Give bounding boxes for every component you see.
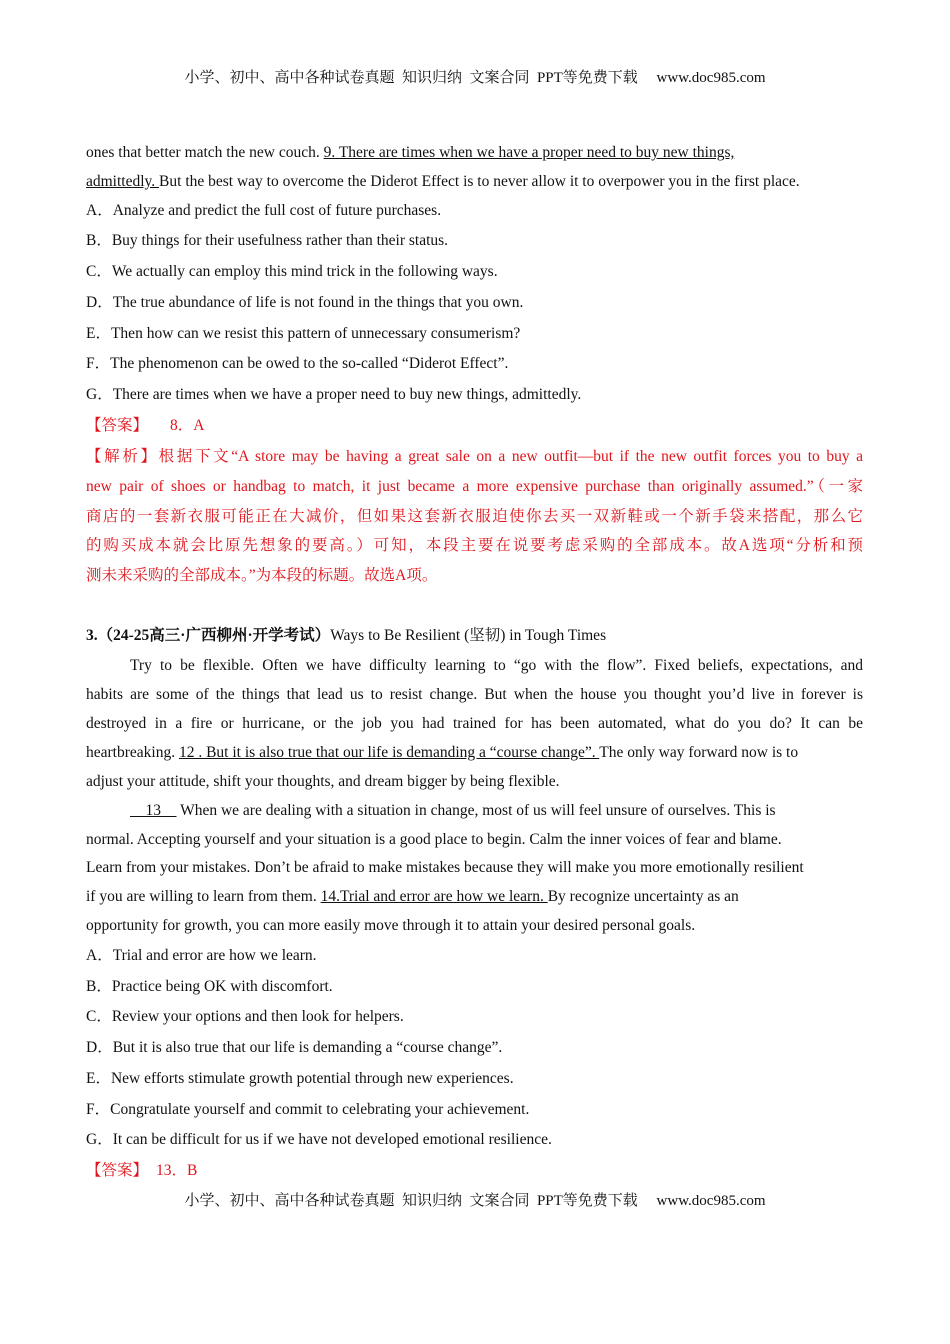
answer-underline: admittedly. xyxy=(86,173,160,190)
option-c: C．Review your options and then look for helpers. xyxy=(86,1008,404,1025)
analysis-line: 商店的一套新衣服可能正在大减价，但如果这套新衣服迫使你去买一双新鞋或一个新手袋来搭配，那么它 xyxy=(86,508,863,525)
analysis-line: 测未来采购的全部成本。”为本段的标题。故选A项。 xyxy=(86,567,438,584)
answer-line xyxy=(86,1161,863,1181)
passage-line: opportunity for growth, you can more easily move through it to attain your desired personal goals. xyxy=(86,917,696,934)
page-header: 小学、初中、高中各种试卷真题 知识归纳 文案合同 PPT等免费下载 www.doc985.com xyxy=(184,70,766,86)
answer-label: 【答案】 xyxy=(86,1162,149,1179)
text: ones that better match the new couch. xyxy=(86,144,324,161)
option-f: F．Congratulate yourself and commit to celebrating your achievement. xyxy=(86,1101,530,1118)
passage-line: adjust your attitude, shift your thoughts, and dream bigger by being flexible. xyxy=(86,773,560,790)
option-a: A．Trial and error are how we learn. xyxy=(86,947,317,964)
passage-title: Ways to Be Resilient (坚韧) in Tough Times xyxy=(330,627,607,644)
option-g: G．There are times when we have a proper need to buy new things, admittedly. xyxy=(86,386,582,403)
text-line xyxy=(86,143,863,163)
text: heartbreaking. xyxy=(86,744,179,761)
option-d: D．The true abundance of life is not found in the things that you own. xyxy=(86,294,524,311)
text-line xyxy=(86,172,863,192)
text: But the best way to overcome the Diderot Effect is to never allow it to overpower you in the first place. xyxy=(159,173,800,190)
text: if you are willing to learn from them. xyxy=(86,888,321,905)
analysis-line: 【解析】根据下文“A store may be having a great sale on a new outfit—but if the new outfit forces you to buy a xyxy=(86,448,863,465)
analysis-line: 的购买成本就会比原先想象的要高。）可知，本段主要在说要考虑采购的全部成本。故A选项“分析和预 xyxy=(86,537,863,554)
option-c: C．We actually can employ this mind trick in the following ways. xyxy=(86,263,498,280)
text: By recognize uncertainty as an xyxy=(547,888,739,905)
answer-line xyxy=(86,416,863,436)
text: The only way forward now is to xyxy=(599,744,799,761)
passage-line: Try to be flexible. Often we have difficulty learning to “go with the flow”. Fixed beliefs, expectations, and xyxy=(130,657,863,674)
option-e: E．Then how can we resist this pattern of unnecessary consumerism? xyxy=(86,325,521,342)
answer-underline: 14.Trial and error are how we learn. xyxy=(320,888,548,905)
passage-line: habits are some of the things that lead us to resist change. But when the house you thought you’d live in forever is xyxy=(86,686,863,703)
answer-value: 8．A xyxy=(170,417,205,434)
passage-line: Learn from your mistakes. Don’t be afraid to make mistakes because they will make you more emotionally resilient xyxy=(86,859,804,876)
text: When we are dealing with a situation in change, most of us will feel unsure of ourselves. This is xyxy=(176,802,776,819)
answer-underline: 9. There are times when we have a proper need to buy new things, xyxy=(323,144,735,161)
option-b: B．Practice being OK with discomfort. xyxy=(86,978,333,995)
blank-13: 13 xyxy=(130,802,177,819)
answer-underline: 12 . But it is also true that our life is demanding a “course change”. xyxy=(178,744,600,761)
option-d: D．But it is also true that our life is demanding a “course change”. xyxy=(86,1039,503,1056)
passage-line: normal. Accepting yourself and your situation is a good place to begin. Calm the inner voices of fear and blame. xyxy=(86,831,782,848)
question-title xyxy=(86,626,863,646)
passage-line xyxy=(86,801,863,821)
option-g: G．It can be difficult for us if we have not developed emotional resilience. xyxy=(86,1131,552,1148)
option-f: F．The phenomenon can be owed to the so-called “Diderot Effect”. xyxy=(86,355,509,372)
option-e: E．New efforts stimulate growth potential through new experiences. xyxy=(86,1070,514,1087)
option-b: B．Buy things for their usefulness rather than their status. xyxy=(86,232,449,249)
analysis-line: new pair of shoes or handbag to match, it just became a more expensive purchase than originally assumed.”（一家 xyxy=(86,478,863,495)
answer-label: 【答案】 xyxy=(86,417,149,434)
passage-line: destroyed in a fire or hurricane, or the job you had trained for has been automated, what do you do? It can be xyxy=(86,715,863,732)
question-source: 3.（24-25高三·广西柳州·开学考试） xyxy=(86,627,331,644)
passage-line xyxy=(86,743,863,763)
page-footer: 小学、初中、高中各种试卷真题 知识归纳 文案合同 PPT等免费下载 www.doc985.com xyxy=(184,1193,766,1209)
option-a: A．Analyze and predict the full cost of future purchases. xyxy=(86,202,442,219)
answer-value: 13．B xyxy=(156,1162,198,1179)
passage-line xyxy=(86,887,863,907)
